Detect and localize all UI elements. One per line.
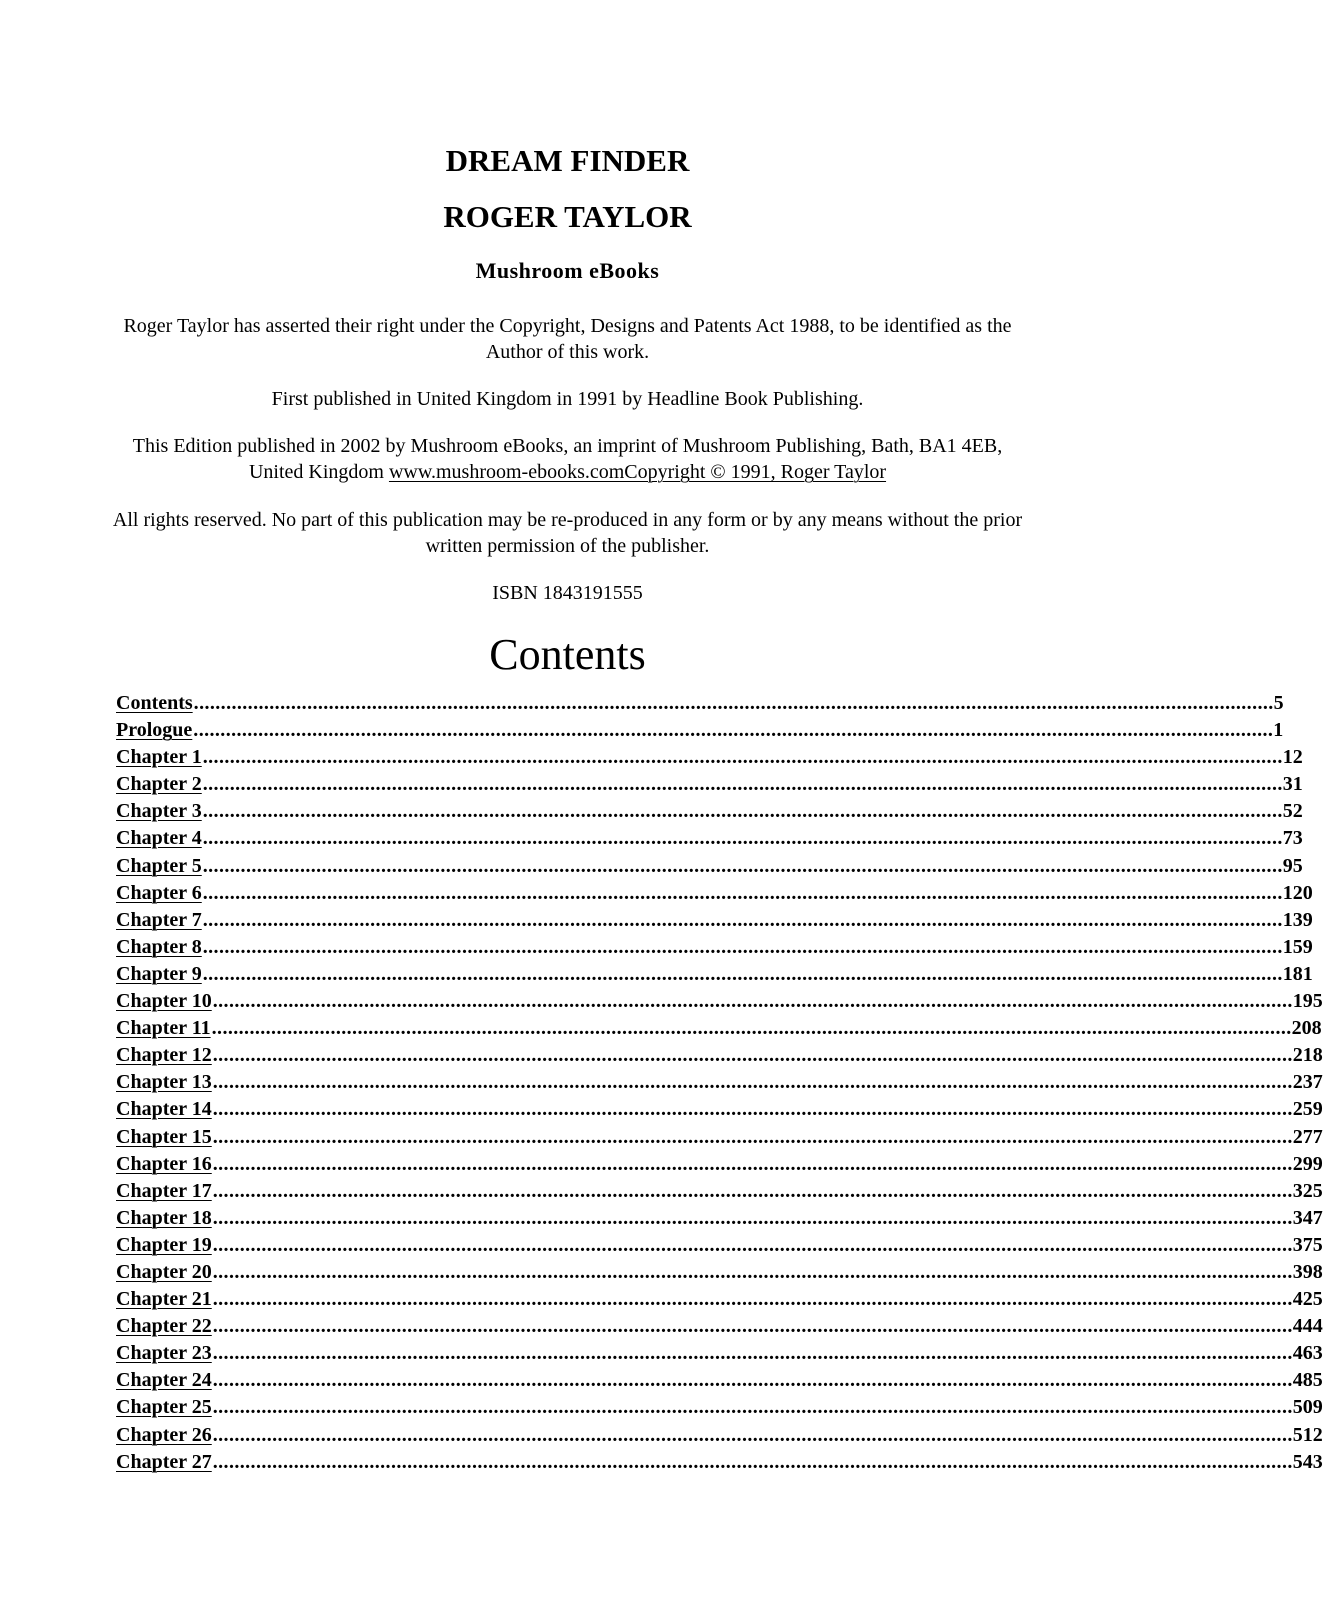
toc-entry-link[interactable]: Chapter 19 [116,1233,212,1256]
toc-entry-link[interactable]: Chapter 22 [116,1315,212,1338]
toc-page-number: 375 [1292,1233,1323,1256]
toc-entry-link[interactable]: Chapter 4 [116,827,202,850]
toc-page-number: 52 [1282,800,1303,823]
toc-entry[interactable] [116,1422,1323,1449]
toc-entry[interactable] [116,1340,1323,1367]
toc-entry[interactable] [116,934,1313,961]
isbn: ISBN 1843191555 [492,582,643,604]
toc-page-number: 512 [1292,1423,1323,1446]
toc-page-number: 159 [1282,935,1313,958]
toc-entry[interactable] [116,690,1284,717]
toc-entry-link[interactable]: Chapter 17 [116,1179,212,1202]
toc-entry-link[interactable]: Chapter 15 [116,1125,212,1148]
toc-entry-link[interactable]: Chapter 11 [116,1017,211,1040]
rights-statement: Roger Taylor has asserted their right under the Copyright, Designs and Patents Act 1988, to be identified as the Author of this work. [123,315,1012,363]
toc-entry[interactable] [116,1286,1323,1313]
toc-entry-link[interactable]: Chapter 23 [116,1342,212,1365]
toc-entry-link[interactable]: Chapter 1 [116,746,202,769]
toc-entry[interactable] [116,1205,1323,1232]
toc-dot-leader: ........................................................................................................................................................................................................ [202,854,1283,877]
toc-page-number: 325 [1292,1179,1323,1202]
toc-page-number: 195 [1292,990,1323,1013]
table-of-contents [116,690,1323,1476]
toc-entry[interactable] [116,1394,1323,1421]
toc-page-number: 73 [1282,827,1303,850]
toc-page-number: 463 [1292,1342,1323,1365]
book-author: ROGER TAYLOR [443,199,692,234]
toc-dot-leader: ........................................................................................................................................................................................................ [212,1288,1293,1311]
toc-entry-link[interactable]: Chapter 16 [116,1152,212,1175]
toc-entry[interactable] [116,880,1313,907]
toc-page-number: 444 [1292,1315,1323,1338]
toc-dot-leader: ........................................................................................................................................................................................................ [212,1044,1293,1067]
toc-dot-leader: ........................................................................................................................................................................................................ [212,1152,1293,1175]
toc-dot-leader: ........................................................................................................................................................................................................ [211,1017,1292,1040]
toc-dot-leader: ........................................................................................................................................................................................................ [202,908,1283,931]
toc-entry[interactable] [116,744,1303,771]
toc-page-number: 277 [1292,1125,1323,1148]
toc-page-number: 218 [1292,1044,1323,1067]
toc-page-number: 398 [1292,1260,1323,1283]
toc-page-number: 425 [1292,1288,1323,1311]
publisher-name: Mushroom eBooks [475,258,660,283]
toc-entry-link[interactable]: Prologue [116,719,193,742]
toc-dot-leader: ........................................................................................................................................................................................................ [212,1450,1293,1473]
toc-entry[interactable] [116,1015,1322,1042]
toc-dot-leader: ........................................................................................................................................................................................................ [202,773,1283,796]
toc-entry[interactable] [116,961,1313,988]
toc-entry-link[interactable]: Chapter 27 [116,1450,212,1473]
toc-dot-leader: ........................................................................................................................................................................................................ [212,1342,1293,1365]
toc-entry[interactable] [116,1151,1323,1178]
toc-page-number: 299 [1292,1152,1323,1175]
toc-entry[interactable] [116,1449,1323,1476]
toc-entry-link[interactable]: Chapter 18 [116,1206,212,1229]
toc-entry[interactable] [116,1124,1323,1151]
toc-entry-link[interactable]: Chapter 9 [116,962,202,985]
toc-entry-link[interactable]: Chapter 5 [116,854,202,877]
toc-entry-link[interactable]: Chapter 24 [116,1369,212,1392]
toc-entry[interactable] [116,853,1303,880]
toc-dot-leader: ........................................................................................................................................................................................................ [212,1315,1293,1338]
toc-entry[interactable] [116,907,1313,934]
toc-dot-leader: ........................................................................................................................................................................................................ [202,800,1283,823]
toc-entry-link[interactable]: Chapter 13 [116,1071,212,1094]
toc-entry-link[interactable]: Chapter 10 [116,990,212,1013]
toc-entry-link[interactable]: Chapter 8 [116,935,202,958]
toc-dot-leader: ........................................................................................................................................................................................................ [212,1260,1293,1283]
toc-entry[interactable] [116,1259,1323,1286]
toc-dot-leader: ........................................................................................................................................................................................................ [212,1206,1293,1229]
toc-entry-link[interactable]: Chapter 21 [116,1288,212,1311]
toc-dot-leader: ........................................................................................................................................................................................................ [193,692,1274,714]
toc-page-number: 1 [1273,719,1284,742]
toc-dot-leader: ........................................................................................................................................................................................................ [202,881,1283,904]
toc-page-number: 237 [1292,1071,1323,1094]
publisher-website-link[interactable]: www.mushroom-ebooks.comCopyright © 1991, Roger Taylor [388,461,887,483]
toc-entry[interactable] [116,1232,1323,1259]
toc-entry-link[interactable]: Chapter 7 [116,908,202,931]
toc-dot-leader: ........................................................................................................................................................................................................ [212,990,1293,1013]
toc-page-number: 12 [1282,746,1303,769]
toc-dot-leader: ........................................................................................................................................................................................................ [193,719,1274,742]
toc-entry-link[interactable]: Chapter 26 [116,1423,212,1446]
toc-dot-leader: ........................................................................................................................................................................................................ [202,935,1283,958]
toc-page-number: 509 [1292,1396,1323,1419]
toc-page-number: 120 [1282,881,1313,904]
toc-dot-leader: ........................................................................................................................................................................................................ [212,1179,1293,1202]
toc-dot-leader: ........................................................................................................................................................................................................ [202,827,1283,850]
toc-entry-link[interactable]: Chapter 6 [116,881,202,904]
toc-page-number: 259 [1292,1098,1323,1121]
toc-dot-leader: ........................................................................................................................................................................................................ [202,962,1283,985]
toc-entry[interactable] [116,988,1323,1015]
toc-entry[interactable] [116,1042,1323,1069]
toc-page-number: 208 [1291,1017,1322,1040]
toc-dot-leader: ........................................................................................................................................................................................................ [212,1369,1293,1392]
toc-entry[interactable] [116,825,1303,852]
toc-page-number: 31 [1282,773,1303,796]
toc-entry[interactable] [116,1096,1323,1123]
toc-entry[interactable] [116,1313,1323,1340]
first-published-note: First published in United Kingdom in 1991 by Headline Book Publishing. [271,388,864,410]
toc-entry[interactable] [116,1367,1323,1394]
toc-entry[interactable] [116,717,1284,744]
toc-page-number: 347 [1292,1206,1323,1229]
contents-heading: Contents [489,630,646,679]
toc-page-number: 543 [1292,1450,1323,1473]
toc-dot-leader: ........................................................................................................................................................................................................ [212,1125,1293,1148]
toc-entry-link[interactable]: Chapter 3 [116,800,202,823]
book-title: DREAM FINDER [445,143,690,178]
toc-dot-leader: ........................................................................................................................................................................................................ [212,1098,1293,1121]
toc-entry[interactable] [116,798,1303,825]
edition-note [110,433,1025,485]
toc-dot-leader: ........................................................................................................................................................................................................ [212,1396,1293,1419]
toc-dot-leader: ........................................................................................................................................................................................................ [202,746,1283,769]
toc-dot-leader: ........................................................................................................................................................................................................ [212,1233,1293,1256]
toc-entry-link[interactable]: Chapter 2 [116,773,202,796]
toc-page-number: 181 [1282,962,1313,985]
toc-entry[interactable] [116,1069,1323,1096]
toc-dot-leader: ........................................................................................................................................................................................................ [212,1423,1293,1446]
toc-entry[interactable] [116,771,1303,798]
toc-entry-link[interactable]: Chapter 25 [116,1396,212,1419]
toc-entry-link[interactable]: Chapter 14 [116,1098,212,1121]
toc-dot-leader: ........................................................................................................................................................................................................ [212,1071,1293,1094]
toc-page-number: 5 [1273,692,1284,714]
toc-page-number: 95 [1282,854,1303,877]
toc-page-number: 485 [1292,1369,1323,1392]
all-rights-reserved-note: All rights reserved. No part of this publication may be re-produced in any form or by any means without the prior written permission of the publisher. [112,509,1023,557]
toc-entry-link[interactable]: Chapter 12 [116,1044,212,1067]
toc-page-number: 139 [1282,908,1313,931]
edition-text: This Edition published in 2002 by Mushroom eBooks, an imprint of Mushroom Publishing, Bath, BA1 4EB, United Kingdom [132,435,1003,483]
toc-entry[interactable] [116,1178,1323,1205]
toc-entry-link[interactable]: Chapter 20 [116,1260,212,1283]
toc-entry-link[interactable]: Contents [116,692,193,714]
